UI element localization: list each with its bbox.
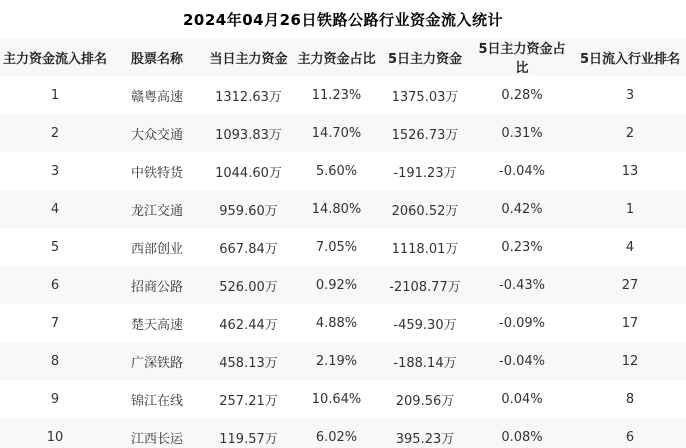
table-row bbox=[0, 304, 686, 342]
table-row bbox=[0, 114, 686, 152]
cell-rank: 7 bbox=[0, 304, 110, 342]
cell-5day-industry-rank: 8 bbox=[574, 380, 686, 418]
cell-main-capital-ratio: 5.60% bbox=[293, 152, 380, 190]
cell-stock-name: 锦江在线 bbox=[110, 380, 204, 418]
cell-5day-industry-rank: 1 bbox=[574, 190, 686, 228]
cell-5day-main-capital: 395.23万 bbox=[380, 418, 470, 448]
column-header-today-main-capital: 当日主力资金 bbox=[204, 38, 293, 76]
cell-5day-main-capital: -191.23万 bbox=[380, 152, 470, 190]
cell-stock-name: 西部创业 bbox=[110, 228, 204, 266]
cell-5day-main-capital-ratio: 0.08% bbox=[470, 418, 574, 448]
cell-today-main-capital: 257.21万 bbox=[204, 380, 293, 418]
cell-5day-main-capital-ratio: -0.04% bbox=[470, 152, 574, 190]
cell-5day-industry-rank: 27 bbox=[574, 266, 686, 304]
cell-main-capital-ratio: 2.19% bbox=[293, 342, 380, 380]
cell-5day-main-capital-ratio: 0.42% bbox=[470, 190, 574, 228]
column-header-5day-main-capital-ratio: 5日主力资金占比 bbox=[470, 38, 574, 76]
cell-main-capital-ratio: 0.92% bbox=[293, 266, 380, 304]
cell-5day-main-capital-ratio: 0.23% bbox=[470, 228, 574, 266]
cell-main-capital-ratio: 14.80% bbox=[293, 190, 380, 228]
cell-today-main-capital: 1044.60万 bbox=[204, 152, 293, 190]
cell-today-main-capital: 959.60万 bbox=[204, 190, 293, 228]
cell-rank: 2 bbox=[0, 114, 110, 152]
table-row bbox=[0, 76, 686, 114]
cell-5day-industry-rank: 4 bbox=[574, 228, 686, 266]
cell-5day-industry-rank: 3 bbox=[574, 76, 686, 114]
cell-stock-name: 赣粤高速 bbox=[110, 76, 204, 114]
cell-5day-main-capital-ratio: -0.09% bbox=[470, 304, 574, 342]
cell-rank: 10 bbox=[0, 418, 110, 448]
table-row bbox=[0, 190, 686, 228]
cell-rank: 6 bbox=[0, 266, 110, 304]
cell-main-capital-ratio: 4.88% bbox=[293, 304, 380, 342]
title-bar bbox=[0, 0, 686, 38]
cell-main-capital-ratio: 7.05% bbox=[293, 228, 380, 266]
cell-stock-name: 龙江交通 bbox=[110, 190, 204, 228]
table-row bbox=[0, 418, 686, 448]
cell-5day-main-capital-ratio: -0.43% bbox=[470, 266, 574, 304]
cell-5day-main-capital: 2060.52万 bbox=[380, 190, 470, 228]
column-header-main-inflow-rank: 主力资金流入排名 bbox=[0, 38, 110, 76]
cell-stock-name: 广深铁路 bbox=[110, 342, 204, 380]
cell-stock-name: 大众交通 bbox=[110, 114, 204, 152]
cell-rank: 1 bbox=[0, 76, 110, 114]
cell-stock-name: 楚天高速 bbox=[110, 304, 204, 342]
cell-5day-main-capital-ratio: -0.04% bbox=[470, 342, 574, 380]
table-row bbox=[0, 266, 686, 304]
cell-5day-main-capital: 1526.73万 bbox=[380, 114, 470, 152]
table-row bbox=[0, 380, 686, 418]
table-row bbox=[0, 152, 686, 190]
cell-5day-main-capital: -2108.77万 bbox=[380, 266, 470, 304]
cell-today-main-capital: 458.13万 bbox=[204, 342, 293, 380]
cell-rank: 5 bbox=[0, 228, 110, 266]
cell-5day-industry-rank: 13 bbox=[574, 152, 686, 190]
cell-today-main-capital: 1093.83万 bbox=[204, 114, 293, 152]
table-body bbox=[0, 76, 686, 448]
cell-5day-main-capital-ratio: 0.31% bbox=[470, 114, 574, 152]
cell-today-main-capital: 1312.63万 bbox=[204, 76, 293, 114]
cell-5day-main-capital: 1118.01万 bbox=[380, 228, 470, 266]
cell-main-capital-ratio: 11.23% bbox=[293, 76, 380, 114]
cell-5day-main-capital: 1375.03万 bbox=[380, 76, 470, 114]
cell-5day-industry-rank: 2 bbox=[574, 114, 686, 152]
cell-stock-name: 江西长运 bbox=[110, 418, 204, 448]
cell-5day-main-capital-ratio: 0.28% bbox=[470, 76, 574, 114]
capital-flow-table bbox=[0, 38, 686, 448]
cell-stock-name: 中铁特货 bbox=[110, 152, 204, 190]
cell-stock-name: 招商公路 bbox=[110, 266, 204, 304]
cell-rank: 9 bbox=[0, 380, 110, 418]
cell-today-main-capital: 462.44万 bbox=[204, 304, 293, 342]
column-header-5day-industry-rank: 5日流入行业排名 bbox=[574, 38, 686, 76]
cell-main-capital-ratio: 14.70% bbox=[293, 114, 380, 152]
column-header-main-capital-ratio: 主力资金占比 bbox=[293, 38, 380, 76]
cell-main-capital-ratio: 10.64% bbox=[293, 380, 380, 418]
cell-5day-main-capital: 209.56万 bbox=[380, 380, 470, 418]
column-header-5day-main-capital: 5日主力资金 bbox=[380, 38, 470, 76]
cell-today-main-capital: 667.84万 bbox=[204, 228, 293, 266]
cell-main-capital-ratio: 6.02% bbox=[293, 418, 380, 448]
table-row bbox=[0, 342, 686, 380]
cell-rank: 3 bbox=[0, 152, 110, 190]
cell-5day-main-capital: -459.30万 bbox=[380, 304, 470, 342]
cell-5day-industry-rank: 17 bbox=[574, 304, 686, 342]
cell-5day-industry-rank: 6 bbox=[574, 418, 686, 448]
cell-5day-main-capital-ratio: 0.04% bbox=[470, 380, 574, 418]
cell-today-main-capital: 119.57万 bbox=[204, 418, 293, 448]
page-title: 2024年04月26日铁路公路行业资金流入统计 bbox=[183, 10, 503, 29]
cell-5day-main-capital: -188.14万 bbox=[380, 342, 470, 380]
table-row bbox=[0, 228, 686, 266]
cell-today-main-capital: 526.00万 bbox=[204, 266, 293, 304]
cell-rank: 4 bbox=[0, 190, 110, 228]
cell-rank: 8 bbox=[0, 342, 110, 380]
cell-5day-industry-rank: 12 bbox=[574, 342, 686, 380]
table-header-row bbox=[0, 38, 686, 76]
column-header-stock-name: 股票名称 bbox=[110, 38, 204, 76]
